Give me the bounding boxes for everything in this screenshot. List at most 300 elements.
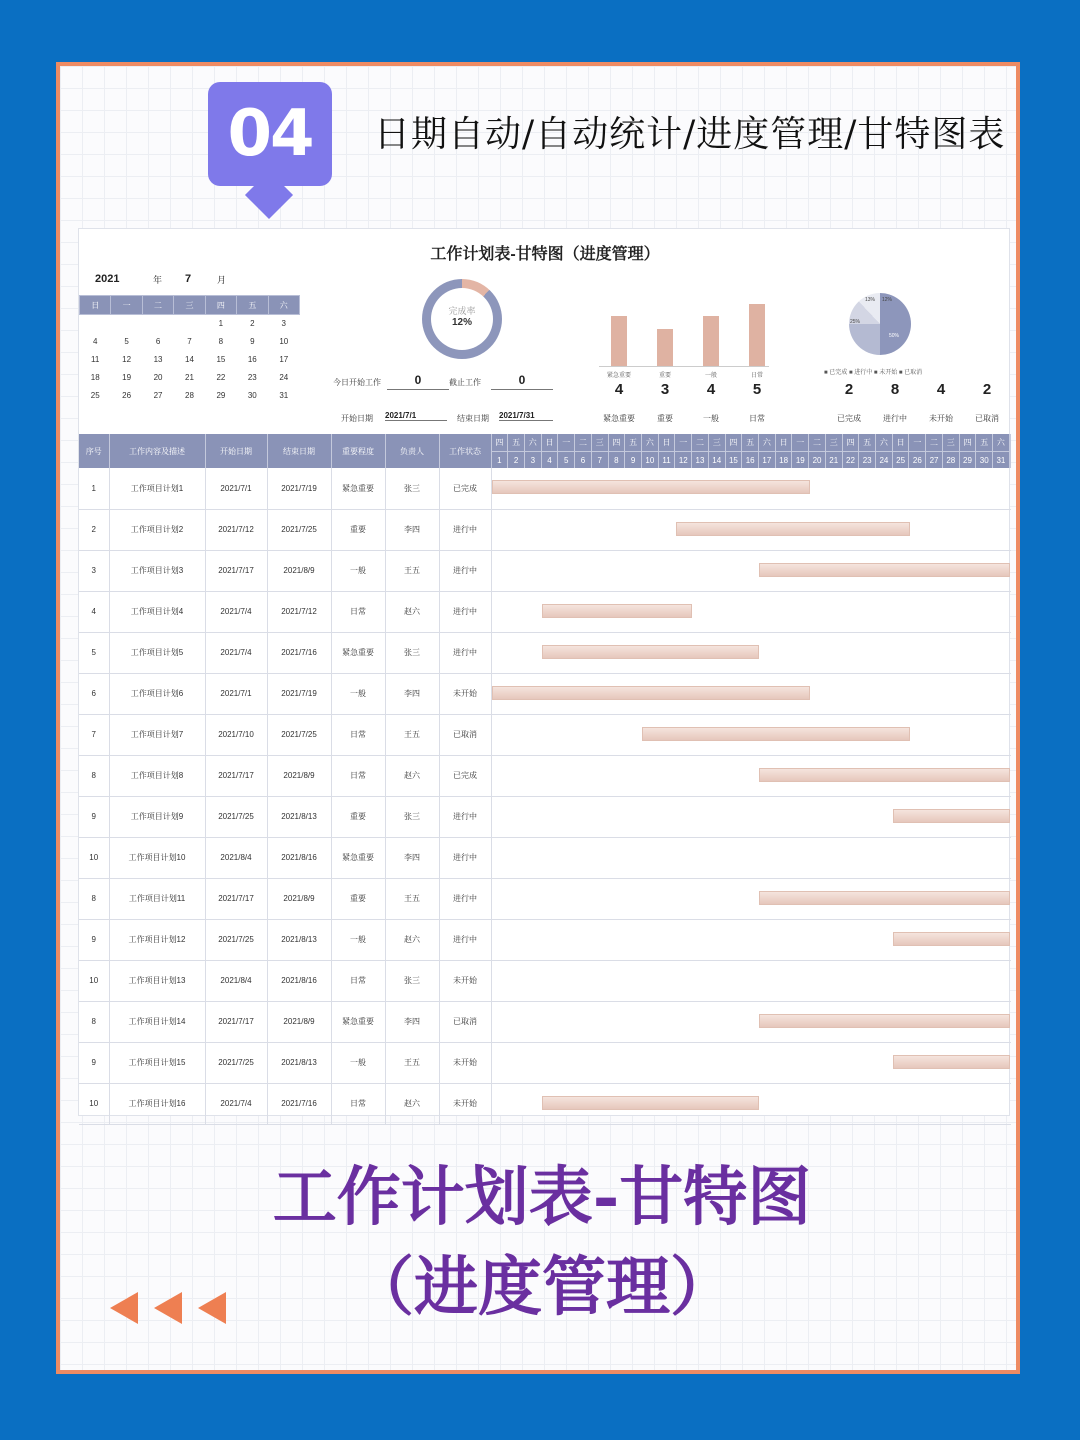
task-status: 进行中 [439, 550, 491, 591]
gantt-header [491, 434, 1011, 468]
gantt-bar [893, 809, 1010, 823]
status-name: 已取消 [975, 414, 999, 423]
start-date: 2021/7/25 [205, 796, 267, 837]
gantt-cell [491, 591, 1011, 632]
priority-count: 4 [706, 381, 716, 398]
calendar-year-label: 年 [153, 275, 163, 285]
calendar-month: 7 [185, 273, 192, 285]
calendar-day: 13 [153, 355, 163, 364]
row-number: 6 [79, 673, 109, 714]
task-table [79, 434, 1011, 1125]
task-name: 工作项目计划1 [109, 468, 205, 509]
priority-level: 重要 [331, 509, 385, 550]
gantt-weekday: 六 [642, 434, 659, 451]
priority-level: 重要 [331, 796, 385, 837]
status-name: 未开始 [929, 414, 953, 423]
calendar-weekday: 四 [205, 296, 236, 315]
gantt-cell [491, 837, 1011, 878]
end-date: 2021/8/16 [267, 837, 331, 878]
priority-level: 一般 [331, 1042, 385, 1083]
priority-bar [611, 316, 627, 366]
row-number: 2 [79, 509, 109, 550]
gantt-day: 18 [776, 452, 793, 468]
end-date: 2021/8/9 [267, 1001, 331, 1042]
gantt-weekday: 六 [876, 434, 893, 451]
completion-value: 12% [451, 317, 472, 328]
gantt-day: 28 [943, 452, 960, 468]
table-row [79, 837, 1011, 878]
task-name: 工作项目计划12 [109, 919, 205, 960]
calendar-day: 17 [279, 355, 289, 364]
row-number: 4 [79, 591, 109, 632]
gantt-weekday: 三 [709, 434, 726, 451]
calendar-day: 28 [185, 391, 194, 400]
gantt-weekday: 四 [960, 434, 977, 451]
priority-bar-label: 紧急重要 [606, 373, 631, 379]
gantt-bar [759, 891, 1010, 905]
priority-name: 一般 [703, 414, 719, 423]
column-header: 负责人 [385, 434, 439, 468]
gantt-day: 25 [893, 452, 910, 468]
gantt-weekday: 二 [575, 434, 592, 451]
gantt-bar [893, 932, 1010, 946]
owner: 赵六 [385, 1083, 439, 1124]
start-date: 2021/7/12 [205, 509, 267, 550]
gantt-weekday: 日 [776, 434, 793, 451]
owner: 赵六 [385, 919, 439, 960]
calendar-day: 4 [92, 337, 98, 346]
owner: 李四 [385, 1001, 439, 1042]
gantt-weekday: 二 [692, 434, 709, 451]
row-number: 8 [79, 755, 109, 796]
calendar-day: 8 [218, 337, 224, 346]
gantt-cell [491, 919, 1011, 960]
priority-level: 日常 [331, 1083, 385, 1124]
gantt-bar [542, 604, 693, 618]
task-status: 进行中 [439, 509, 491, 550]
task-name: 工作项目计划13 [109, 960, 205, 1001]
calendar-day: 7 [187, 337, 192, 346]
gantt-day: 31 [993, 452, 1010, 468]
priority-level: 重要 [331, 878, 385, 919]
calendar-day: 30 [247, 391, 257, 400]
gantt-day: 19 [792, 452, 809, 468]
gantt-weekday: 六 [759, 434, 776, 451]
gantt-weekday: 一 [909, 434, 926, 451]
column-header: 工作内容及描述 [109, 434, 205, 468]
arrow-left-icon [110, 1292, 138, 1324]
gantt-day: 16 [742, 452, 759, 468]
gantt-weekday: 三 [826, 434, 843, 451]
end-date: 2021/8/13 [267, 796, 331, 837]
end-date: 2021/7/25 [267, 509, 331, 550]
task-status: 未开始 [439, 1042, 491, 1083]
calendar-weekday: 六 [268, 296, 299, 315]
gantt-day: 21 [826, 452, 843, 468]
status-legend: ■ 已完成 ■ 进行中 ■ 未开始 ■ 已取消 [824, 370, 923, 376]
owner: 赵六 [385, 755, 439, 796]
calendar-day: 23 [247, 373, 257, 382]
row-number: 1 [79, 468, 109, 509]
gantt-cell [491, 878, 1011, 919]
donut-center [431, 288, 493, 350]
start-date: 2021/7/4 [205, 1083, 267, 1124]
calendar-day: 25 [90, 391, 100, 400]
calendar-day: 6 [155, 337, 161, 346]
calendar-week [80, 369, 300, 387]
end-date-label: 结束日期 [457, 414, 489, 423]
owner: 李四 [385, 509, 439, 550]
gantt-day: 1 [492, 452, 509, 468]
calendar-year: 2021 [95, 273, 120, 285]
gantt-weekday: 日 [893, 434, 910, 451]
start-date: 2021/7/1 [205, 673, 267, 714]
task-name: 工作项目计划5 [109, 632, 205, 673]
priority-level: 紧急重要 [331, 468, 385, 509]
gantt-day: 14 [709, 452, 726, 468]
task-status: 已完成 [439, 755, 491, 796]
start-date: 2021/7/17 [205, 755, 267, 796]
gantt-bar [542, 645, 760, 659]
task-status: 进行中 [439, 796, 491, 837]
end-date: 2021/7/19 [267, 468, 331, 509]
end-date-value: 2021/7/31 [499, 411, 553, 421]
task-status: 未开始 [439, 673, 491, 714]
priority-count: 3 [660, 381, 670, 398]
calendar-day [80, 315, 111, 333]
task-name: 工作项目计划10 [109, 837, 205, 878]
today-label: 今日开始工作 [333, 378, 381, 387]
gantt-bar [893, 1055, 1010, 1069]
task-name: 工作项目计划14 [109, 1001, 205, 1042]
row-number: 10 [79, 837, 109, 878]
gantt-cell [491, 714, 1011, 755]
calendar-day: 16 [247, 355, 257, 364]
gantt-day: 11 [659, 452, 676, 468]
end-date: 2021/8/9 [267, 878, 331, 919]
calendar-week [80, 333, 300, 351]
task-name: 工作项目计划6 [109, 673, 205, 714]
table-row [79, 1083, 1011, 1124]
task-status: 进行中 [439, 591, 491, 632]
start-date: 2021/7/17 [205, 878, 267, 919]
calendar-day: 26 [122, 391, 132, 400]
gantt-weekday: 三 [592, 434, 609, 451]
column-header: 工作状态 [439, 434, 491, 468]
gantt-weekday: 三 [943, 434, 960, 451]
gantt-day: 23 [859, 452, 876, 468]
task-status: 未开始 [439, 960, 491, 1001]
table-row [79, 591, 1011, 632]
calendar-day: 29 [216, 391, 226, 400]
table-row [79, 755, 1011, 796]
calendar-day: 21 [185, 373, 194, 382]
owner: 李四 [385, 673, 439, 714]
row-number: 5 [79, 632, 109, 673]
priority-bar [657, 329, 673, 366]
calendar-weekday: 二 [142, 296, 173, 315]
gantt-bar [759, 1014, 1010, 1028]
gantt-day: 5 [558, 452, 575, 468]
priority-level: 一般 [331, 550, 385, 591]
gantt-day-row [492, 451, 1011, 468]
table-row [79, 673, 1011, 714]
priority-level: 紧急重要 [331, 1001, 385, 1042]
calendar-day: 24 [279, 373, 289, 382]
gantt-weekday: 四 [726, 434, 743, 451]
due-label: 截止工作 [449, 378, 481, 387]
priority-level: 日常 [331, 960, 385, 1001]
owner: 张三 [385, 468, 439, 509]
calendar-day: 5 [124, 337, 129, 346]
calendar-day: 14 [185, 355, 194, 364]
gantt-day: 9 [625, 452, 642, 468]
priority-level: 日常 [331, 714, 385, 755]
gantt-day: 2 [508, 452, 525, 468]
owner: 王五 [385, 550, 439, 591]
table-row [79, 878, 1011, 919]
task-name: 工作项目计划9 [109, 796, 205, 837]
calendar-day: 31 [279, 391, 289, 400]
gantt-weekday: 四 [609, 434, 626, 451]
calendar-day: 10 [279, 337, 289, 346]
column-header: 开始日期 [205, 434, 267, 468]
table-row [79, 550, 1011, 591]
owner: 王五 [385, 714, 439, 755]
table-row [79, 509, 1011, 550]
start-date: 2021/7/25 [205, 919, 267, 960]
gantt-weekday-row [492, 434, 1011, 451]
pie-label-4: 50% [889, 333, 900, 339]
priority-count: 5 [752, 381, 762, 398]
task-name: 工作项目计划11 [109, 878, 205, 919]
end-date: 2021/8/16 [267, 960, 331, 1001]
start-date-value: 2021/7/1 [385, 411, 447, 421]
pie-label-1: 13% [865, 297, 876, 303]
task-name: 工作项目计划15 [109, 1042, 205, 1083]
calendar-day: 18 [90, 373, 100, 382]
gantt-day: 26 [909, 452, 926, 468]
priority-level: 紧急重要 [331, 632, 385, 673]
status-count: 2 [844, 381, 854, 398]
gantt-cell [491, 509, 1011, 550]
start-date: 2021/7/17 [205, 1001, 267, 1042]
start-date: 2021/7/4 [205, 632, 267, 673]
end-date: 2021/8/13 [267, 1042, 331, 1083]
priority-level: 一般 [331, 673, 385, 714]
calendar-day: 3 [281, 319, 286, 329]
priority-name: 日常 [749, 414, 765, 423]
column-header: 序号 [79, 434, 109, 468]
row-number: 8 [79, 878, 109, 919]
column-header: 重要程度 [331, 434, 385, 468]
end-date: 2021/8/9 [267, 550, 331, 591]
owner: 张三 [385, 960, 439, 1001]
gantt-weekday: 五 [976, 434, 993, 451]
calendar-day: 12 [122, 355, 132, 364]
priority-level: 紧急重要 [331, 837, 385, 878]
priority-name: 重要 [657, 414, 673, 423]
end-date: 2021/7/12 [267, 591, 331, 632]
gantt-weekday: 二 [926, 434, 943, 451]
sheet-title: 工作计划表-甘特图（进度管理） [430, 246, 660, 263]
task-name: 工作项目计划4 [109, 591, 205, 632]
back-arrows[interactable] [110, 1292, 242, 1329]
priority-bar-label: 一般 [704, 373, 717, 379]
gantt-cell [491, 632, 1011, 673]
gantt-cell [491, 1083, 1011, 1124]
task-status: 进行中 [439, 878, 491, 919]
calendar-week [80, 315, 300, 333]
gantt-bar [492, 480, 810, 494]
gantt-day: 22 [843, 452, 860, 468]
owner: 张三 [385, 796, 439, 837]
gantt-day: 30 [976, 452, 993, 468]
calendar-day: 2 [250, 319, 255, 329]
task-name: 工作项目计划3 [109, 550, 205, 591]
owner: 赵六 [385, 591, 439, 632]
task-name: 工作项目计划7 [109, 714, 205, 755]
row-number: 7 [79, 714, 109, 755]
gantt-bar [492, 686, 810, 700]
calendar-day [111, 315, 142, 333]
gantt-weekday: 四 [492, 434, 509, 451]
gantt-bar [759, 563, 1010, 577]
gantt-weekday: 五 [859, 434, 876, 451]
calendar-day: 22 [216, 373, 226, 382]
owner: 王五 [385, 878, 439, 919]
gantt-weekday: 六 [993, 434, 1010, 451]
start-date: 2021/7/17 [205, 550, 267, 591]
table-row [79, 960, 1011, 1001]
owner: 李四 [385, 837, 439, 878]
task-status: 已完成 [439, 468, 491, 509]
number-badge: 04 [208, 82, 332, 186]
gantt-day: 24 [876, 452, 893, 468]
calendar-week [80, 387, 300, 405]
end-date: 2021/8/9 [267, 755, 331, 796]
gantt-cell [491, 960, 1011, 1001]
priority-bar-chart [599, 297, 769, 367]
calendar-weekday: 日 [80, 296, 111, 315]
task-status: 已取消 [439, 714, 491, 755]
task-status: 进行中 [439, 919, 491, 960]
calendar-weekday: 三 [174, 296, 205, 315]
calendar-day [174, 315, 205, 333]
status-name: 已完成 [837, 414, 861, 423]
gantt-weekday: 日 [542, 434, 559, 451]
table-row [79, 919, 1011, 960]
gantt-weekday: 六 [525, 434, 542, 451]
gantt-bar [542, 1096, 760, 1110]
start-date: 2021/7/1 [205, 468, 267, 509]
task-name: 工作项目计划16 [109, 1083, 205, 1124]
table-row [79, 1042, 1011, 1083]
priority-level: 一般 [331, 919, 385, 960]
gantt-cell [491, 468, 1011, 509]
calendar-week [80, 351, 300, 369]
gantt-day: 27 [926, 452, 943, 468]
row-number: 9 [79, 1042, 109, 1083]
headline-line-1: 工作计划表-甘特图 [272, 1160, 812, 1235]
task-name: 工作项目计划2 [109, 509, 205, 550]
end-date: 2021/7/16 [267, 632, 331, 673]
status-count: 4 [936, 381, 946, 398]
calendar-day: 1 [218, 319, 224, 329]
calendar-day: 15 [216, 355, 226, 364]
gantt-cell [491, 673, 1011, 714]
table-row [79, 714, 1011, 755]
priority-bar-label: 日常 [750, 373, 763, 379]
feature-title: 日期自动/自动统计/进度管理/甘特图表 [374, 114, 1006, 155]
gantt-cell [491, 1042, 1011, 1083]
gantt-day: 6 [575, 452, 592, 468]
gantt-day: 8 [609, 452, 626, 468]
gantt-day: 4 [542, 452, 559, 468]
end-date: 2021/7/19 [267, 673, 331, 714]
gantt-weekday: 日 [659, 434, 676, 451]
gantt-day: 13 [692, 452, 709, 468]
start-date: 2021/7/4 [205, 591, 267, 632]
end-date: 2021/7/16 [267, 1083, 331, 1124]
row-number: 3 [79, 550, 109, 591]
completion-label: 完成率 [448, 307, 476, 317]
task-status: 进行中 [439, 837, 491, 878]
table-row [79, 632, 1011, 673]
gantt-day: 15 [726, 452, 743, 468]
calendar-day: 27 [153, 391, 163, 400]
pie-label-2: 12% [882, 297, 893, 303]
task-status: 未开始 [439, 1083, 491, 1124]
task-status: 进行中 [439, 632, 491, 673]
priority-level: 日常 [331, 591, 385, 632]
end-date: 2021/7/25 [267, 714, 331, 755]
table-row [79, 796, 1011, 837]
row-number: 10 [79, 960, 109, 1001]
start-date: 2021/7/25 [205, 1042, 267, 1083]
gantt-day: 7 [592, 452, 609, 468]
start-date: 2021/7/10 [205, 714, 267, 755]
owner: 张三 [385, 632, 439, 673]
gantt-weekday: 一 [675, 434, 692, 451]
priority-bar [749, 304, 765, 366]
calendar-month-label: 月 [217, 275, 227, 285]
gantt-weekday: 一 [792, 434, 809, 451]
gantt-cell [491, 550, 1011, 591]
gantt-weekday: 四 [843, 434, 860, 451]
gantt-weekday: 五 [508, 434, 525, 451]
gantt-day: 17 [759, 452, 776, 468]
row-number: 9 [79, 796, 109, 837]
calendar-day: 11 [91, 355, 100, 364]
status-count: 8 [890, 381, 900, 398]
task-name: 工作项目计划8 [109, 755, 205, 796]
priority-bar [703, 316, 719, 366]
end-date: 2021/8/13 [267, 919, 331, 960]
pie-label-3: 25% [850, 319, 861, 325]
priority-count: 4 [614, 381, 624, 398]
row-number: 10 [79, 1083, 109, 1124]
calendar-day [142, 315, 173, 333]
owner: 王五 [385, 1042, 439, 1083]
priority-name: 紧急重要 [603, 414, 635, 423]
gantt-bar [759, 768, 1010, 782]
table-row [79, 468, 1011, 509]
due-value: 0 [491, 373, 553, 390]
row-number: 9 [79, 919, 109, 960]
completion-donut [422, 279, 502, 359]
start-date: 2021/8/4 [205, 960, 267, 1001]
